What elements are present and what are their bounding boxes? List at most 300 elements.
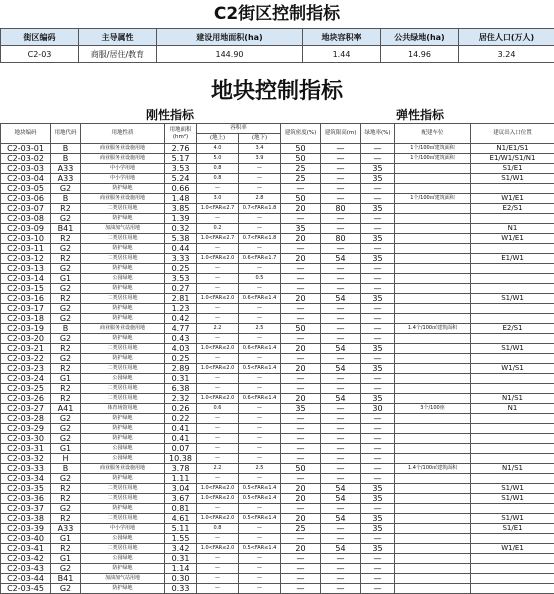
land-area-cell: 0.30 (165, 574, 197, 584)
col-header-far-above: (地上) (197, 134, 239, 144)
parking-spaces-cell (395, 574, 471, 584)
far-below-cell: 3.9 (239, 154, 281, 164)
parking-spaces-cell (395, 334, 471, 344)
use-nature-cell: 中小学用地 (81, 164, 165, 174)
far-below-cell: — (239, 164, 281, 174)
use-code-cell: G2 (51, 584, 81, 594)
far-above-cell: — (197, 184, 239, 194)
far-above-cell: 1.0<FAR≤2.0 (197, 514, 239, 524)
use-nature-cell: 二类居住用地 (81, 234, 165, 244)
use-nature-cell: 二类居住用地 (81, 204, 165, 214)
use-code-cell: G1 (51, 374, 81, 384)
access-position-cell (471, 184, 554, 194)
parking-spaces-cell: 1.4个/100㎡建筑面积 (395, 324, 471, 334)
building-density-cell: 25 (281, 174, 321, 184)
building-density-cell: — (281, 314, 321, 324)
use-nature-cell: 二类居住用地 (81, 254, 165, 264)
use-code-cell: G2 (51, 314, 81, 324)
height-limit-cell: — (321, 184, 361, 194)
green-ratio-cell: 35 (361, 294, 395, 304)
land-area-cell: 2.81 (165, 294, 197, 304)
far-below-cell: — (239, 214, 281, 224)
far-above-cell: 1.0<FAR≤2.0 (197, 344, 239, 354)
col-header-use-nature: 用地性质 (81, 124, 165, 144)
table-row (1, 154, 554, 164)
col-header-code: 地块编码 (1, 124, 51, 144)
access-position-cell (471, 304, 554, 314)
green-ratio-cell: 35 (361, 394, 395, 404)
use-nature-cell: 商业服务业设施用地 (81, 194, 165, 204)
building-density-cell: 50 (281, 324, 321, 334)
far-below-cell: 0.5<FAR≤1.4 (239, 364, 281, 374)
use-nature-cell: 防护绿地 (81, 334, 165, 344)
far-above-cell: 0.8 (197, 164, 239, 174)
far-above-cell: — (197, 454, 239, 464)
far-above-cell: — (197, 304, 239, 314)
use-nature-cell: 防护绿地 (81, 504, 165, 514)
green-ratio-cell: 35 (361, 494, 395, 504)
parking-spaces-cell (395, 494, 471, 504)
col-header-far: 容积率 (197, 124, 281, 134)
parcel-code-cell: C2-03-12 (1, 254, 51, 264)
table-row (1, 584, 554, 594)
green-ratio-cell: — (361, 534, 395, 544)
col-header-parking: 配建车位 (395, 124, 471, 144)
green-ratio-cell: — (361, 244, 395, 254)
building-density-cell: — (281, 444, 321, 454)
land-area-cell: 4.61 (165, 514, 197, 524)
height-limit-cell: — (321, 274, 361, 284)
col-header-height: 建筑限高(m) (321, 124, 361, 144)
parking-spaces-cell (395, 224, 471, 234)
table-row (1, 194, 554, 204)
far-above-cell: — (197, 384, 239, 394)
table-row (1, 204, 554, 214)
far-below-cell: — (239, 314, 281, 324)
access-position-cell (471, 284, 554, 294)
access-position-cell: S1/W1 (471, 174, 554, 184)
land-area-cell: 0.66 (165, 184, 197, 194)
parcel-code-cell: C2-03-11 (1, 244, 51, 254)
parcel-code-cell: C2-03-10 (1, 234, 51, 244)
use-code-cell: B (51, 144, 81, 154)
access-position-cell: N1/S1 (471, 464, 554, 474)
use-code-cell: A33 (51, 164, 81, 174)
land-area-cell: 2.76 (165, 144, 197, 154)
parcel-code-cell: C2-03-22 (1, 354, 51, 364)
green-ratio-cell: — (361, 464, 395, 474)
green-ratio-cell: 35 (361, 254, 395, 264)
building-density-cell: — (281, 414, 321, 424)
use-nature-cell: 二类居住用地 (81, 494, 165, 504)
land-area-cell: 4.77 (165, 324, 197, 334)
use-code-cell: R2 (51, 204, 81, 214)
col-header-far-below: (地下) (239, 134, 281, 144)
far-below-cell: — (239, 414, 281, 424)
parcel-code-cell: C2-03-41 (1, 544, 51, 554)
parking-spaces-cell (395, 484, 471, 494)
land-area-cell: 1.14 (165, 564, 197, 574)
far-above-cell: 1.0<FAR≤2.0 (197, 394, 239, 404)
height-limit-cell: — (321, 504, 361, 514)
far-above-cell: 0.2 (197, 224, 239, 234)
green-ratio-cell: — (361, 504, 395, 514)
use-nature-cell: 中小学用地 (81, 174, 165, 184)
use-nature-cell: 商业服务业设施用地 (81, 324, 165, 334)
height-limit-cell: — (321, 224, 361, 234)
access-position-cell (471, 334, 554, 344)
use-code-cell: R2 (51, 494, 81, 504)
access-position-cell: S1/W1 (471, 494, 554, 504)
parking-spaces-cell (395, 314, 471, 324)
building-density-cell: 20 (281, 364, 321, 374)
use-code-cell: G2 (51, 354, 81, 364)
height-limit-cell: — (321, 314, 361, 324)
building-density-cell: 20 (281, 254, 321, 264)
use-code-cell: R2 (51, 394, 81, 404)
table-row (1, 364, 554, 374)
height-limit-cell: — (321, 454, 361, 464)
green-ratio-cell: — (361, 284, 395, 294)
parking-spaces-cell (395, 284, 471, 294)
use-code-cell: R2 (51, 384, 81, 394)
far-below-cell: — (239, 304, 281, 314)
use-code-cell: G1 (51, 534, 81, 544)
parcel-code-cell: C2-03-19 (1, 324, 51, 334)
green-ratio-cell: — (361, 154, 395, 164)
access-position-cell: S1/W1 (471, 294, 554, 304)
parcel-code-cell: C2-03-35 (1, 484, 51, 494)
use-nature-cell: 防护绿地 (81, 304, 165, 314)
far-above-cell: — (197, 354, 239, 364)
height-limit-cell: — (321, 354, 361, 364)
building-density-cell: 20 (281, 234, 321, 244)
table-row (1, 504, 554, 514)
green-ratio-cell: — (361, 214, 395, 224)
land-area-cell: 0.25 (165, 354, 197, 364)
use-nature-cell: 防护绿地 (81, 564, 165, 574)
far-below-cell: — (239, 264, 281, 274)
land-area-cell: 5.38 (165, 234, 197, 244)
parcel-code-cell: C2-03-28 (1, 414, 51, 424)
use-code-cell: R2 (51, 514, 81, 524)
use-nature-cell: 防护绿地 (81, 214, 165, 224)
parking-spaces-cell (395, 504, 471, 514)
district-value: 14.96 (381, 46, 459, 63)
height-limit-cell: 54 (321, 394, 361, 404)
access-position-cell (471, 584, 554, 594)
height-limit-cell: — (321, 154, 361, 164)
far-above-cell: — (197, 284, 239, 294)
access-position-cell: W1/S1 (471, 364, 554, 374)
use-nature-cell: 防护绿地 (81, 244, 165, 254)
access-position-cell (471, 454, 554, 464)
access-position-cell (471, 264, 554, 274)
far-below-cell: — (239, 504, 281, 514)
use-nature-cell: 二类居住用地 (81, 484, 165, 494)
height-limit-cell: — (321, 214, 361, 224)
district-value: 商服/居住/教育 (79, 46, 157, 63)
parcel-code-cell: C2-03-17 (1, 304, 51, 314)
table-row (1, 484, 554, 494)
land-area-cell: 0.41 (165, 424, 197, 434)
land-area-cell: 5.24 (165, 174, 197, 184)
parcel-code-cell: C2-03-21 (1, 344, 51, 354)
use-nature-cell: 公园绿地 (81, 534, 165, 544)
land-area-cell: 0.33 (165, 584, 197, 594)
land-area-cell: 0.26 (165, 404, 197, 414)
parking-spaces-cell (395, 474, 471, 484)
building-density-cell: 20 (281, 514, 321, 524)
use-nature-cell: 商业服务业设施用地 (81, 154, 165, 164)
building-density-cell: — (281, 534, 321, 544)
parking-spaces-cell (395, 374, 471, 384)
building-density-cell: — (281, 434, 321, 444)
far-below-cell: — (239, 424, 281, 434)
table-row (1, 284, 554, 294)
parking-spaces-cell (395, 524, 471, 534)
green-ratio-cell: — (361, 424, 395, 434)
height-limit-cell: — (321, 174, 361, 184)
height-limit-cell: — (321, 574, 361, 584)
district-header: 主导属性 (79, 29, 157, 46)
parking-spaces-cell: 1个/100㎡建筑面积 (395, 194, 471, 204)
far-above-cell: 1.0<FAR≤2.0 (197, 484, 239, 494)
table-row (1, 234, 554, 244)
green-ratio-cell: 35 (361, 544, 395, 554)
building-density-cell: — (281, 274, 321, 284)
access-position-cell: N1 (471, 224, 554, 234)
col-header-green: 绿地率(%) (361, 124, 395, 144)
district-value: 1.44 (303, 46, 381, 63)
far-below-cell: 0.6<FAR≤1.4 (239, 394, 281, 404)
use-nature-cell: 二类居住用地 (81, 514, 165, 524)
parking-spaces-cell: 1个/100㎡建筑面积 (395, 154, 471, 164)
far-below-cell: 0.5 (239, 274, 281, 284)
building-density-cell: 25 (281, 164, 321, 174)
far-above-cell: 2.2 (197, 464, 239, 474)
green-ratio-cell: — (361, 564, 395, 574)
access-position-cell (471, 424, 554, 434)
table-row (1, 184, 554, 194)
table-row (1, 464, 554, 474)
far-above-cell: 4.0 (197, 144, 239, 154)
table-row (1, 354, 554, 364)
access-position-cell (471, 434, 554, 444)
parcel-code-cell: C2-03-15 (1, 284, 51, 294)
height-limit-cell: — (321, 304, 361, 314)
green-ratio-cell: — (361, 194, 395, 204)
parcel-code-cell: C2-03-01 (1, 144, 51, 154)
parking-spaces-cell (395, 414, 471, 424)
land-area-cell: 0.27 (165, 284, 197, 294)
green-ratio-cell: — (361, 384, 395, 394)
land-area-cell: 0.42 (165, 314, 197, 324)
height-limit-cell: 54 (321, 364, 361, 374)
use-code-cell: G2 (51, 504, 81, 514)
district-header: 街区编码 (1, 29, 79, 46)
height-limit-cell: — (321, 194, 361, 204)
use-code-cell: G2 (51, 244, 81, 254)
height-limit-cell: — (321, 554, 361, 564)
far-above-cell: 1.0<FAR≤2.7 (197, 234, 239, 244)
far-below-cell: — (239, 284, 281, 294)
parcel-code-cell: C2-03-20 (1, 334, 51, 344)
table-row (1, 314, 554, 324)
far-above-cell: — (197, 274, 239, 284)
use-code-cell: G2 (51, 214, 81, 224)
table-row (1, 574, 554, 584)
table-row (1, 564, 554, 574)
building-density-cell: 35 (281, 404, 321, 414)
green-ratio-cell: — (361, 224, 395, 234)
far-above-cell: 1.0<FAR≤2.0 (197, 364, 239, 374)
building-density-cell: 20 (281, 204, 321, 214)
parking-spaces-cell (395, 544, 471, 554)
green-ratio-cell: — (361, 584, 395, 594)
far-below-cell: 0.7<FAR≤1.8 (239, 204, 281, 214)
land-area-cell: 1.55 (165, 534, 197, 544)
far-above-cell: 1.0<FAR≤2.7 (197, 204, 239, 214)
parcel-code-cell: C2-03-14 (1, 274, 51, 284)
far-above-cell: 1.0<FAR≤2.0 (197, 494, 239, 504)
parcel-code-cell: C2-03-26 (1, 394, 51, 404)
district-header: 建设用地面积(ha) (157, 29, 303, 46)
use-code-cell: G2 (51, 424, 81, 434)
land-area-cell: 0.81 (165, 504, 197, 514)
height-limit-cell: 80 (321, 234, 361, 244)
col-header-density: 建筑密度(%) (281, 124, 321, 144)
far-below-cell: 0.6<FAR≤1.4 (239, 294, 281, 304)
parking-spaces-cell (395, 274, 471, 284)
height-limit-cell: — (321, 374, 361, 384)
parcel-code-cell: C2-03-25 (1, 384, 51, 394)
building-density-cell: 25 (281, 524, 321, 534)
green-ratio-cell: 35 (361, 174, 395, 184)
green-ratio-cell: — (361, 414, 395, 424)
land-area-cell: 3.85 (165, 204, 197, 214)
use-code-cell: B (51, 324, 81, 334)
parking-spaces-cell (395, 394, 471, 404)
height-limit-cell: — (321, 244, 361, 254)
use-nature-cell: 公园绿地 (81, 454, 165, 464)
building-density-cell: 20 (281, 484, 321, 494)
parking-spaces-cell: 3个/100座 (395, 404, 471, 414)
parking-spaces-cell (395, 254, 471, 264)
table-row (1, 174, 554, 184)
district-header: 居住人口(万人) (459, 29, 554, 46)
far-below-cell: 0.6<FAR≤1.7 (239, 254, 281, 264)
far-below-cell: 2.5 (239, 464, 281, 474)
rigid-indicators-label: 刚性指标 (80, 106, 260, 124)
parking-spaces-cell (395, 244, 471, 254)
parcel-code-cell: C2-03-07 (1, 204, 51, 214)
building-density-cell: — (281, 304, 321, 314)
far-below-cell: 0.5<FAR≤1.4 (239, 484, 281, 494)
access-position-cell: W1/E1 (471, 194, 554, 204)
height-limit-cell: 54 (321, 294, 361, 304)
height-limit-cell: 54 (321, 254, 361, 264)
table-row (1, 244, 554, 254)
far-below-cell: — (239, 564, 281, 574)
parcel-code-cell: C2-03-02 (1, 154, 51, 164)
building-density-cell: — (281, 284, 321, 294)
green-ratio-cell: — (361, 334, 395, 344)
green-ratio-cell: 35 (361, 164, 395, 174)
green-ratio-cell: — (361, 434, 395, 444)
parking-spaces-cell (395, 264, 471, 274)
table-row (1, 514, 554, 524)
far-above-cell: — (197, 554, 239, 564)
parcel-code-cell: C2-03-45 (1, 584, 51, 594)
far-above-cell: 0.8 (197, 174, 239, 184)
access-position-cell: S1/W1 (471, 514, 554, 524)
use-code-cell: G2 (51, 414, 81, 424)
green-ratio-cell: — (361, 554, 395, 564)
far-below-cell: 0.5<FAR≤1.4 (239, 494, 281, 504)
access-position-cell (471, 444, 554, 454)
far-below-cell: — (239, 354, 281, 364)
land-area-cell: 1.23 (165, 304, 197, 314)
district-header: 地块容积率 (303, 29, 381, 46)
access-position-cell (471, 274, 554, 284)
district-value: C2-03 (1, 46, 79, 63)
use-code-cell: B41 (51, 224, 81, 234)
green-ratio-cell: 30 (361, 404, 395, 414)
far-above-cell: 0.6 (197, 404, 239, 414)
access-position-cell: S1/E1 (471, 524, 554, 534)
parcel-code-cell: C2-03-08 (1, 214, 51, 224)
table-row (1, 494, 554, 504)
parcel-code-cell: C2-03-18 (1, 314, 51, 324)
use-code-cell: R2 (51, 344, 81, 354)
land-area-cell: 3.04 (165, 484, 197, 494)
height-limit-cell: — (321, 324, 361, 334)
building-density-cell: — (281, 184, 321, 194)
parking-spaces-cell (395, 294, 471, 304)
table-row (1, 344, 554, 354)
land-area-cell: 0.31 (165, 374, 197, 384)
land-area-cell: 0.32 (165, 224, 197, 234)
height-limit-cell: — (321, 474, 361, 484)
height-limit-cell: 54 (321, 494, 361, 504)
green-ratio-cell: — (361, 324, 395, 334)
far-above-cell: — (197, 414, 239, 424)
building-density-cell: 20 (281, 294, 321, 304)
use-code-cell: H (51, 454, 81, 464)
building-density-cell: — (281, 334, 321, 344)
building-density-cell: — (281, 474, 321, 484)
height-limit-cell: — (321, 444, 361, 454)
access-position-cell (471, 384, 554, 394)
access-position-cell (471, 574, 554, 584)
parcel-code-cell: C2-03-34 (1, 474, 51, 484)
parking-spaces-cell (395, 514, 471, 524)
parcel-code-cell: C2-03-13 (1, 264, 51, 274)
far-above-cell: 1.0<FAR≤2.0 (197, 294, 239, 304)
table-row (1, 164, 554, 174)
height-limit-cell: — (321, 524, 361, 534)
parcel-code-cell: C2-03-32 (1, 454, 51, 464)
far-below-cell: — (239, 174, 281, 184)
height-limit-cell: — (321, 464, 361, 474)
table-row (1, 524, 554, 534)
building-density-cell: 35 (281, 224, 321, 234)
height-limit-cell: — (321, 564, 361, 574)
table-row (1, 224, 554, 234)
use-code-cell: R2 (51, 234, 81, 244)
parcel-title: 地块控制指标 (0, 76, 554, 108)
